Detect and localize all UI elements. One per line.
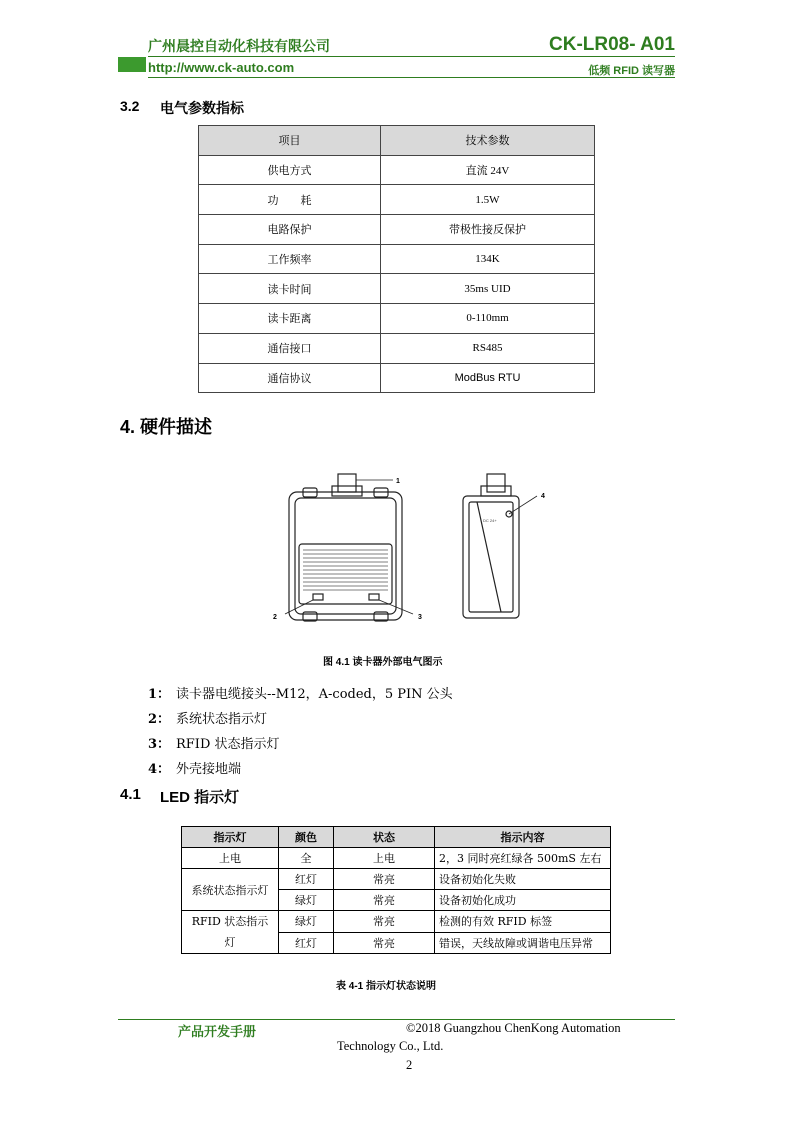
manual-title: 产品开发手册 [178, 1024, 257, 1039]
header-state: 状态 [334, 827, 435, 848]
led-state: 上电 [334, 848, 435, 869]
table-row [182, 911, 611, 933]
list-item [148, 683, 453, 702]
led-name-line2: 灯 [224, 936, 236, 949]
copyright-line1: ©2018 Guangzhou ChenKong Automation [406, 1021, 621, 1035]
header-green-block [118, 57, 146, 72]
website-link[interactable]: http://www.ck-auto.com [148, 60, 295, 75]
param-value: 1.5W [381, 185, 595, 215]
led-color: 全 [279, 848, 334, 869]
param-name: 工作频率 [199, 244, 381, 274]
part-desc: 外壳接地端 [176, 762, 242, 777]
param-value: 直流 24V [381, 155, 595, 185]
table-row [199, 244, 595, 274]
list-item [148, 758, 241, 777]
header-color: 颜色 [279, 827, 334, 848]
table-row [182, 869, 611, 890]
table-header-row [182, 827, 611, 848]
led-state: 常亮 [334, 869, 435, 890]
model-number: CK-LR08- A01 [549, 34, 675, 55]
table-row [182, 848, 611, 869]
led-name-line1: RFID 状态指示 [191, 915, 269, 928]
param-name: 通信协议 [199, 363, 381, 393]
led-state: 常亮 [334, 890, 435, 911]
page-number: 2 [406, 1058, 413, 1072]
company-name: 广州晨控自动化科技有限公司 [148, 38, 330, 54]
side-connector [487, 474, 505, 492]
header-meaning: 指示内容 [435, 827, 611, 848]
led-meaning: 设备初始化失败 [435, 869, 611, 890]
header-rule-bottom [148, 77, 675, 78]
section-3-2-title: 电气参数指标 [160, 100, 244, 116]
table-row [199, 185, 595, 215]
param-name: 通信接口 [199, 333, 381, 363]
product-subtitle: 低频 RFID 读写器 [588, 65, 675, 77]
list-item [148, 708, 267, 727]
param-value: RS485 [381, 333, 595, 363]
callout-4: 4 [541, 493, 545, 500]
param-name: 读卡距离 [199, 304, 381, 334]
param-name: 电路保护 [199, 215, 381, 245]
header-rule-top [148, 56, 675, 57]
led-color: 红灯 [279, 932, 334, 954]
part-desc: RFID 状态指示灯 [176, 737, 280, 752]
m12-connector [338, 474, 356, 492]
param-value: 134K [381, 244, 595, 274]
param-value: ModBus RTU [381, 363, 595, 393]
section-4-1-number: 4.1 [120, 786, 141, 803]
part-number: 2： [148, 712, 171, 727]
led-color: 红灯 [279, 869, 334, 890]
part-desc: 系统状态指示灯 [176, 712, 268, 727]
copyright-line2: Technology Co., Ltd. [337, 1039, 444, 1053]
part-number: 3： [148, 737, 171, 752]
param-name: 读卡时间 [199, 274, 381, 304]
side-housing [463, 496, 519, 618]
table-row [199, 363, 595, 393]
led-state: 常亮 [334, 932, 435, 954]
led-name: 上电 [182, 848, 279, 869]
param-value: 35ms UID [381, 274, 595, 304]
led-color: 绿灯 [279, 911, 334, 933]
callout-3: 3 [418, 614, 422, 621]
param-value: 0-110mm [381, 304, 595, 334]
param-value: 带极性接反保护 [381, 215, 595, 245]
header-spec: 技术参数 [381, 126, 595, 156]
front-housing [289, 492, 402, 620]
section-3-2-number: 3.2 [120, 98, 140, 114]
table-row [199, 333, 595, 363]
side-label: DC 24+ [483, 518, 497, 523]
header-item: 项目 [199, 126, 381, 156]
led-color: 绿灯 [279, 890, 334, 911]
part-number: 4： [148, 762, 171, 777]
table-row [199, 274, 595, 304]
callout-1: 1 [396, 478, 400, 485]
table-row [199, 304, 595, 334]
table-row [199, 155, 595, 185]
led-meaning: 错误，天线故障或调谐电压异常 [435, 932, 611, 954]
list-item [148, 733, 280, 752]
callout-2: 2 [273, 614, 277, 621]
footer-rule [118, 1019, 675, 1020]
param-name: 供电方式 [199, 155, 381, 185]
led-meaning: 设备初始化成功 [435, 890, 611, 911]
section-4-title: 4. 硬件描述 [120, 417, 213, 437]
led-meaning: 2，3 同时亮红绿各 500mS 左右 [435, 848, 611, 869]
table-header-row [199, 126, 595, 156]
param-name: 功 耗 [199, 185, 381, 215]
section-4-1-title: LED 指示灯 [160, 789, 240, 806]
table-row [199, 215, 595, 245]
figure-caption: 图 4.1 读卡器外部电气图示 [323, 657, 443, 668]
led-name [182, 911, 279, 954]
reader-diagram [265, 466, 565, 626]
system-led [313, 594, 323, 600]
led-name: 系统状态指示灯 [182, 869, 279, 911]
electrical-params-table [198, 125, 595, 393]
table-caption: 表 4-1 指示灯状态说明 [336, 981, 437, 992]
led-table [181, 826, 611, 954]
led-meaning: 检测的有效 RFID 标签 [435, 911, 611, 933]
part-desc: 读卡器电缆接头--M12，A-coded，5 PIN 公头 [176, 687, 453, 702]
led-state: 常亮 [334, 911, 435, 933]
rfid-led [369, 594, 379, 600]
part-number: 1： [148, 687, 171, 702]
header-indicator: 指示灯 [182, 827, 279, 848]
